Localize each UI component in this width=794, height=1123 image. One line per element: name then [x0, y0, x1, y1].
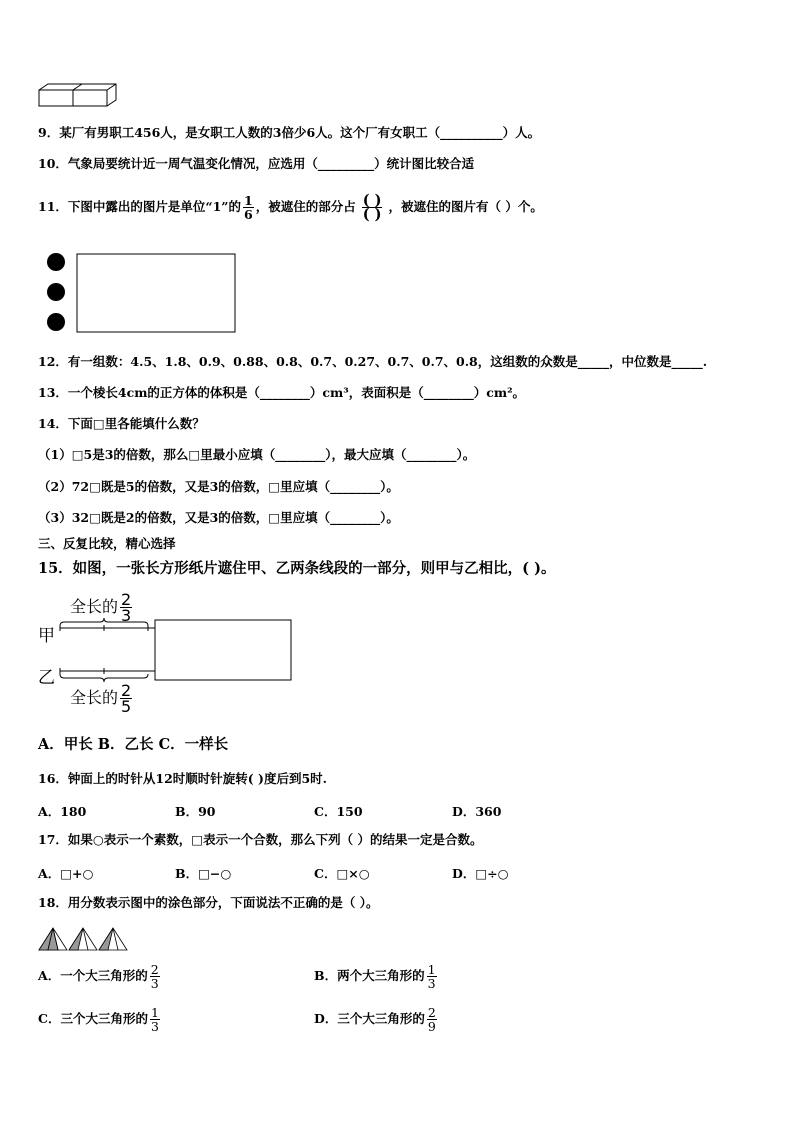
q11-text-a: 11．下图中露出的图片是单位“1”的: [38, 199, 241, 214]
q16-option-c: C．150: [314, 804, 363, 819]
dot-1: [47, 253, 65, 271]
section-3-heading: 三、反复比较，精心选择: [38, 536, 176, 551]
blank-fraction: $\frac{( )}{( )}$: [362, 192, 382, 223]
question-10: 10．气象局要统计近一周气温变化情况，应选用（_________）统计图比较合适: [38, 156, 475, 171]
q17-option-c: C．□×○: [314, 866, 370, 881]
question-14: 14．下面□里各能填什么数？: [38, 416, 205, 431]
question-14-3: （3）32□既是2的倍数，又是3的倍数，□里应填（________）。: [38, 510, 399, 525]
fraction-1-6: $\frac{1}{6}$: [243, 193, 253, 222]
label-yi: 乙: [38, 668, 55, 688]
cover-rectangle: [77, 254, 235, 332]
label-jia: 甲: [38, 626, 55, 646]
question-16: 16．钟面上的时针从12时顺时针旋转( )度后到5时.: [38, 771, 328, 786]
q16-option-d: D．360: [452, 804, 502, 819]
question-9: 9．某厂有男职工456人，是女职工人数的3倍少6人。这个厂有女职工（__________）人。: [38, 125, 541, 140]
question-15: 15．如图，一张长方形纸片遮住甲、乙两条线段的一部分，则甲与乙相比，( )。: [38, 560, 556, 577]
q17-option-d: D．□÷○: [452, 866, 509, 881]
brace-bottom: [60, 674, 148, 682]
question-18: 18．用分数表示图中的涂色部分，下面说法不正确的是（ ）。: [38, 895, 379, 910]
question-14-2: （2）72□既是5的倍数，又是3的倍数，□里应填（________）。: [38, 479, 399, 494]
brace-top: [60, 618, 148, 626]
question-17: 17．如果○表示一个素数，□表示一个合数，那么下列（ ）的结果一定是合数。: [38, 832, 483, 847]
q16-option-b: B．90: [175, 804, 216, 819]
dot-3: [47, 313, 65, 331]
label-bottom: 全长的 $\frac{2}{5}$: [70, 681, 132, 716]
cuboid-figure: [36, 82, 120, 110]
q15-options: A．甲长 B．乙长 C．一样长: [38, 736, 229, 753]
q17-option-a: A．□+○: [38, 866, 94, 881]
q18-option-b: B．两个大三角形的 $\frac{1}{3}$: [314, 962, 436, 991]
q11-text-b: ，被遮住的部分占: [255, 199, 356, 214]
question-13: 13．一个棱长4cm的正方体的体积是（________）cm³，表面积是（________）cm²。: [38, 385, 526, 400]
label-top: 全长的 $\frac{2}{3}$: [70, 590, 132, 625]
q18-option-c: C．三个大三角形的 $\frac{1}{3}$: [38, 1005, 159, 1034]
paper-rectangle: [155, 620, 291, 680]
q11-figure: [44, 250, 244, 336]
triangles-figure: [38, 926, 130, 952]
q16-option-a: A．180: [38, 804, 87, 819]
question-12: 12．有一组数：4.5、1.8、0.9、0.88、0.8、0.7、0.27、0.7、0.7、0.8，这组数的众数是_____，中位数是_____.: [38, 354, 708, 369]
q18-option-a: A．一个大三角形的 $\frac{2}{3}$: [38, 962, 159, 991]
q15-figure: [56, 616, 296, 686]
question-14-1: （1）□5是3的倍数，那么□里最小应填（________），最大应填（________）。: [38, 447, 476, 462]
q18-option-d: D．三个大三角形的 $\frac{2}{9}$: [314, 1005, 436, 1034]
q11-text-c: ，被遮住的图片有（ ）个。: [388, 199, 543, 214]
question-11: [38, 192, 543, 222]
q17-option-b: B．□−○: [175, 866, 232, 881]
dot-2: [47, 283, 65, 301]
